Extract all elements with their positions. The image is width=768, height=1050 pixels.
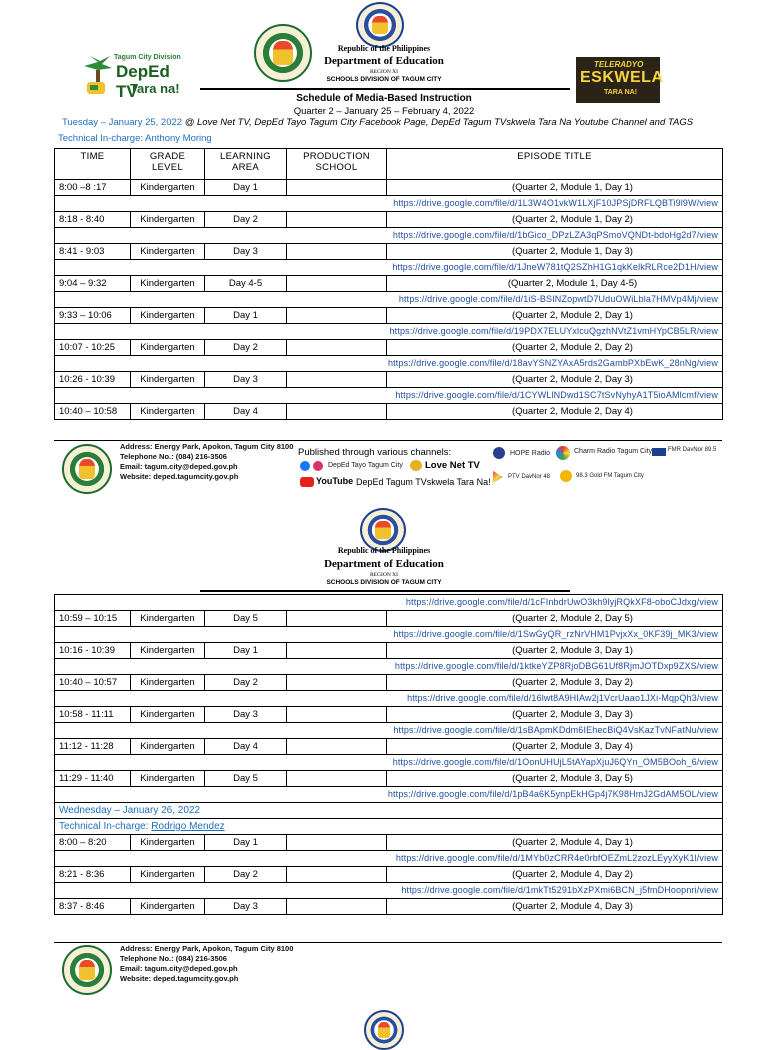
- time-cell: 10:16 - 10:39: [55, 643, 131, 659]
- episode-link[interactable]: https://drive.google.com/file/d/1pB4a6K5ynpEkHGp4j7K98HmJ2GdAM5OL/view: [55, 787, 723, 803]
- link-row: [55, 787, 723, 803]
- time-cell: 9:04 – 9:32: [55, 276, 131, 292]
- tech1-label: Technical In-charge:: [58, 133, 144, 144]
- episode-cell: (Quarter 2, Module 3, Day 1): [387, 643, 723, 659]
- link-row: [55, 356, 723, 372]
- day2-label: Wednesday – January 26, 2022: [59, 805, 201, 816]
- link-row: [55, 228, 723, 244]
- schedule-row: [55, 739, 723, 755]
- ptv-icon: [493, 471, 503, 483]
- grade-cell: Kindergarten: [131, 180, 205, 196]
- schedule-row: [55, 675, 723, 691]
- republic-label: Republic of the Philippines: [337, 44, 431, 53]
- col-header-time: TIME: [55, 149, 131, 180]
- schedule-row: [55, 771, 723, 787]
- episode-cell: (Quarter 2, Module 4, Day 2): [387, 867, 723, 883]
- area-cell: Day 5: [205, 611, 287, 627]
- grade-cell: Kindergarten: [131, 340, 205, 356]
- division-seal-footer2: [62, 945, 112, 995]
- production-cell: [287, 244, 387, 260]
- day2-row: [55, 803, 723, 819]
- charm-radio-icon: [556, 446, 570, 460]
- schedule-row: [55, 707, 723, 723]
- episode-link[interactable]: https://drive.google.com/file/d/1MYb0zCRR4e0rbfOEZmL2zozLEyyXyK1l/view: [55, 851, 723, 867]
- episode-link[interactable]: https://drive.google.com/file/d/1OonUHUjL5tAYapXjuJ6QYn_OM5BOoh_6/view: [55, 755, 723, 771]
- deped-tv-sub: Tara na!: [130, 81, 180, 96]
- youtube-label: YouTube: [316, 476, 354, 486]
- republic-label-2: Republic of the Philippines: [337, 546, 431, 555]
- production-cell: [287, 643, 387, 659]
- area-cell: Day 2: [205, 867, 287, 883]
- schedule-subtitle: Quarter 2 – January 25 – February 4, 2022: [293, 106, 475, 117]
- header-divider: [200, 88, 570, 90]
- time-cell: 11:12 - 11:28: [55, 739, 131, 755]
- facebook-icon: [300, 461, 310, 471]
- area-cell: Day 1: [205, 643, 287, 659]
- area-cell: Day 3: [205, 899, 287, 915]
- episode-cell: (Quarter 2, Module 4, Day 3): [387, 899, 723, 915]
- episode-cell: (Quarter 2, Module 1, Day 4-5): [387, 276, 723, 292]
- area-cell: Day 5: [205, 771, 287, 787]
- episode-cell: (Quarter 2, Module 3, Day 5): [387, 771, 723, 787]
- episode-link[interactable]: https://drive.google.com/file/d/19PDX7ELUYxlcuQgzhNVtZ1vmHYpCB5LR/view: [55, 324, 723, 340]
- production-cell: [287, 180, 387, 196]
- episode-link[interactable]: https://drive.google.com/file/d/1L3W4O1vkW1LXjF10JPSjDRFLQBTi9l9W/view: [55, 196, 723, 212]
- grade-cell: Kindergarten: [131, 707, 205, 723]
- lovenet-icon: [410, 460, 422, 471]
- footer1-email: Email: tagum.city@deped.gov.ph: [120, 462, 238, 471]
- teleradyo-label: TELERADYO: [594, 60, 644, 69]
- episode-link[interactable]: https://drive.google.com/file/d/1sBApmKDdm6IEhecBiQ4VsKazTvNFatNu/view: [55, 723, 723, 739]
- link-row: [55, 388, 723, 404]
- production-cell: [287, 372, 387, 388]
- grade-cell: Kindergarten: [131, 771, 205, 787]
- fmr-icon: [652, 448, 666, 456]
- footer1-website: Website: deped.tagumcity.gov.ph: [120, 472, 239, 481]
- lovenet-label: Love Net TV: [425, 460, 480, 471]
- published-label: Published through various channels:: [298, 447, 452, 458]
- link-row: [55, 755, 723, 771]
- day1-channels: @ Love Net TV, DepEd Tayo Tagum City Facebook Page, DepEd Tagum TVskwela Tara Na Youtube Channel and TAGS: [184, 117, 694, 128]
- grade-cell: Kindergarten: [131, 372, 205, 388]
- production-cell: [287, 212, 387, 228]
- episode-link[interactable]: https://drive.google.com/file/d/1cFInbdrUwO3kh9lyjRQkXF8-oboCJdxg/view: [55, 595, 723, 611]
- time-cell: 10:58 - 11:11: [55, 707, 131, 723]
- area-cell: Day 1: [205, 308, 287, 324]
- schedule-row: [55, 643, 723, 659]
- production-cell: [287, 707, 387, 723]
- episode-cell: (Quarter 2, Module 1, Day 3): [387, 244, 723, 260]
- schedule-row: [55, 611, 723, 627]
- episode-link[interactable]: https://drive.google.com/file/d/1ktkeYZP8RjoDBG61Uf8RjmJOTDxp9ZXS/view: [55, 659, 723, 675]
- schedule-row: [55, 340, 723, 356]
- grade-cell: Kindergarten: [131, 675, 205, 691]
- time-cell: 8:00 – 8:20: [55, 835, 131, 851]
- production-cell: [287, 611, 387, 627]
- episode-cell: (Quarter 2, Module 4, Day 1): [387, 835, 723, 851]
- link-row: [55, 595, 723, 611]
- episode-cell: (Quarter 2, Module 2, Day 4): [387, 404, 723, 420]
- episode-cell: (Quarter 2, Module 2, Day 3): [387, 372, 723, 388]
- episode-cell: (Quarter 2, Module 3, Day 2): [387, 675, 723, 691]
- episode-cell: (Quarter 2, Module 3, Day 4): [387, 739, 723, 755]
- tech2-label: Technical In-charge:: [59, 821, 149, 832]
- fb-channel-label: DepEd Tayo Tagum City: [328, 462, 403, 469]
- youtube-icon: [300, 477, 314, 487]
- link-row: [55, 260, 723, 276]
- link-row: [55, 627, 723, 643]
- time-cell: 8:41 - 9:03: [55, 244, 131, 260]
- area-cell: Day 2: [205, 212, 287, 228]
- tech1-line: [58, 133, 212, 144]
- footer2-address: Address: Energy Park, Apokon, Tagum City 8100: [120, 944, 294, 953]
- production-cell: [287, 340, 387, 356]
- time-cell: 8:21 - 8:36: [55, 867, 131, 883]
- schedule-row: [55, 899, 723, 915]
- footer1-telephone: Telephone No.: (084) 216-3506: [120, 452, 227, 461]
- area-cell: Day 2: [205, 340, 287, 356]
- tech1-name[interactable]: Anthony Moring: [145, 133, 212, 144]
- grade-cell: Kindergarten: [131, 244, 205, 260]
- deped-tv-small: Tagum City Division: [114, 54, 181, 61]
- header2-divider: [200, 590, 570, 592]
- link-row: [55, 691, 723, 707]
- schedule-table-page1: [54, 148, 723, 420]
- schedule-row: [55, 404, 723, 420]
- deped-tv-title: DepEd TV: [116, 62, 170, 101]
- episode-link[interactable]: https://drive.google.com/file/d/1SwGyQR_rzNrVHM1PvjxXx_0KF39j_MK3/view: [55, 627, 723, 643]
- tech2-name[interactable]: Rodrigo Mendez: [151, 821, 225, 832]
- deped-seal: [356, 2, 404, 48]
- charm-radio-label: Charm Radio Tagum City: [574, 448, 653, 455]
- production-cell: [287, 308, 387, 324]
- production-cell: [287, 835, 387, 851]
- grade-cell: Kindergarten: [131, 867, 205, 883]
- time-cell: 8:37 - 8:46: [55, 899, 131, 915]
- grade-cell: Kindergarten: [131, 308, 205, 324]
- episode-cell: (Quarter 2, Module 1, Day 2): [387, 212, 723, 228]
- episode-link[interactable]: https://drive.google.com/file/d/1JneW781tQ2SZhH1G1qkKelkRLRce2D1H/view: [55, 260, 723, 276]
- department-label: Department of Education: [324, 55, 444, 67]
- fmr-label: FMR DavNor 89.5: [668, 447, 717, 453]
- episode-cell: (Quarter 2, Module 1, Day 1): [387, 180, 723, 196]
- area-cell: Day 3: [205, 707, 287, 723]
- area-cell: Day 4: [205, 404, 287, 420]
- production-cell: [287, 771, 387, 787]
- schedule-title: Schedule of Media-Based Instruction: [296, 93, 472, 104]
- day1-line: [62, 117, 762, 128]
- area-cell: Day 4: [205, 739, 287, 755]
- production-cell: [287, 867, 387, 883]
- division-seal-footer1: [62, 444, 112, 494]
- production-cell: [287, 675, 387, 691]
- time-cell: 10:59 – 10:15: [55, 611, 131, 627]
- episode-link[interactable]: https://drive.google.com/file/d/1iS-BSINZopwtD7UduOWiLbla7HMVp4Mj/view: [55, 292, 723, 308]
- schedule-table-page2: [54, 594, 723, 915]
- schedule-row: [55, 276, 723, 292]
- time-cell: 11:29 - 11:40: [55, 771, 131, 787]
- instagram-icon: [313, 461, 323, 471]
- eskwela-label: ESKWELA: [580, 69, 664, 86]
- episode-cell: (Quarter 2, Module 2, Day 1): [387, 308, 723, 324]
- col-header-grade: GRADE LEVEL: [131, 149, 205, 180]
- grade-cell: Kindergarten: [131, 835, 205, 851]
- col-header-production: PRODUCTION SCHOOL: [287, 149, 387, 180]
- link-row: [55, 851, 723, 867]
- schedule-row: [55, 835, 723, 851]
- department-label-2: Department of Education: [324, 558, 444, 570]
- region-label: REGION XI: [370, 69, 398, 75]
- deped-seal-page3: [364, 1010, 404, 1050]
- area-cell: Day 1: [205, 180, 287, 196]
- schedule-row: [55, 867, 723, 883]
- production-cell: [287, 899, 387, 915]
- grade-cell: Kindergarten: [131, 276, 205, 292]
- link-row: [55, 723, 723, 739]
- area-cell: Day 1: [205, 835, 287, 851]
- schedule-row: [55, 372, 723, 388]
- time-cell: 10:40 – 10:58: [55, 404, 131, 420]
- yt-channel-label: DepEd Tagum TVskwela Tara Na!: [356, 477, 491, 487]
- episode-link[interactable]: https://drive.google.com/file/d/18avYSNZYAxA5rds2GambPXbEwK_28nNg/view: [55, 356, 723, 372]
- tech2-row: [55, 819, 723, 835]
- tara-na-label: TARA NA!: [604, 89, 638, 96]
- ptv-label: PTV DavNor 48: [508, 474, 551, 480]
- footer-page1: [0, 440, 768, 500]
- grade-cell: Kindergarten: [131, 404, 205, 420]
- production-cell: [287, 739, 387, 755]
- link-row: [55, 292, 723, 308]
- footer2-telephone: Telephone No.: (084) 216-3506: [120, 954, 227, 963]
- footer1-address: Address: Energy Park, Apokon, Tagum City 8100: [120, 442, 294, 451]
- schedule-row: [55, 212, 723, 228]
- area-cell: Day 3: [205, 244, 287, 260]
- palm-tree-icon: [84, 56, 112, 96]
- grade-cell: Kindergarten: [131, 643, 205, 659]
- episode-cell: (Quarter 2, Module 3, Day 3): [387, 707, 723, 723]
- link-row: [55, 659, 723, 675]
- episode-cell: (Quarter 2, Module 2, Day 2): [387, 340, 723, 356]
- time-cell: 10:07 - 10:25: [55, 340, 131, 356]
- time-cell: 10:40 – 10:57: [55, 675, 131, 691]
- area-cell: Day 4-5: [205, 276, 287, 292]
- production-cell: [287, 404, 387, 420]
- division-label-2: SCHOOLS DIVISION OF TAGUM CITY: [326, 579, 442, 586]
- link-row: [55, 883, 723, 899]
- hope-radio-icon: [493, 447, 505, 459]
- episode-link[interactable]: https://drive.google.com/file/d/16lwt8A9HIAw2j1VcrUaao1JXi-MqpQh3/view: [55, 691, 723, 707]
- col-header-episode: EPISODE TITLE: [387, 149, 723, 180]
- grade-cell: Kindergarten: [131, 899, 205, 915]
- time-cell: 9:33 – 10:06: [55, 308, 131, 324]
- link-row: [55, 324, 723, 340]
- col-header-area: LEARNING AREA: [205, 149, 287, 180]
- episode-cell: (Quarter 2, Module 2, Day 5): [387, 611, 723, 627]
- production-cell: [287, 276, 387, 292]
- footer2-email: Email: tagum.city@deped.gov.ph: [120, 964, 238, 973]
- division-label: SCHOOLS DIVISION OF TAGUM CITY: [326, 76, 442, 83]
- episode-link[interactable]: https://drive.google.com/file/d/1CYWLlNDwd1SC7tSvNyhyA1T5ioAMlcmf/view: [55, 388, 723, 404]
- footer2-website: Website: deped.tagumcity.gov.ph: [120, 974, 239, 983]
- episode-link[interactable]: https://drive.google.com/file/d/1bGico_DPzLZA3qPSmoVQNDt-bdoHg2d7/view: [55, 228, 723, 244]
- footer-page2: [0, 942, 768, 1002]
- time-cell: 8:18 - 8:40: [55, 212, 131, 228]
- grade-cell: Kindergarten: [131, 611, 205, 627]
- area-cell: Day 3: [205, 372, 287, 388]
- area-cell: Day 2: [205, 675, 287, 691]
- day1-label: Tuesday – January 25, 2022: [62, 117, 183, 128]
- schedule-row: [55, 308, 723, 324]
- schedule-row: [55, 180, 723, 196]
- region-label-2: REGION XI: [370, 572, 398, 578]
- schedule-row: [55, 244, 723, 260]
- page2-header: [0, 500, 768, 595]
- gold-fm-label: 98.3 Gold FM Tagum City: [576, 473, 644, 479]
- link-row: [55, 196, 723, 212]
- grade-cell: Kindergarten: [131, 212, 205, 228]
- time-cell: 8:00 –8 :17: [55, 180, 131, 196]
- gold-fm-icon: [560, 470, 572, 482]
- time-cell: 10:26 - 10:39: [55, 372, 131, 388]
- hope-radio-label: HOPE Radio: [510, 450, 551, 457]
- episode-link[interactable]: https://drive.google.com/file/d/1mkTt5291bXzPXmi6BCN_j5fmDHoopnri/view: [55, 883, 723, 899]
- grade-cell: Kindergarten: [131, 739, 205, 755]
